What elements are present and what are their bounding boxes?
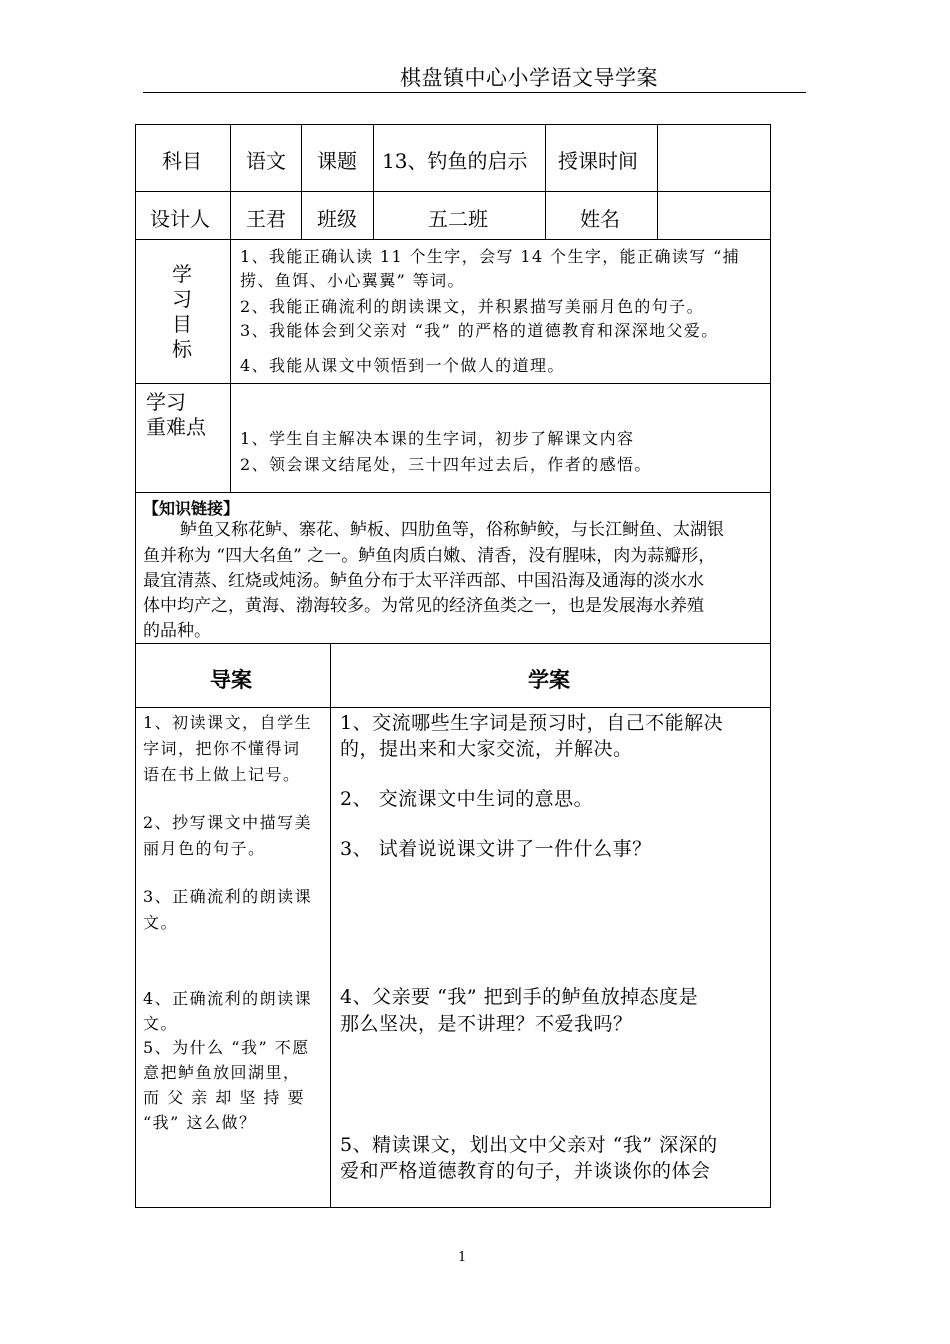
- name-label: 姓名: [580, 207, 620, 231]
- guide-item-line: “我” 这么做？: [143, 1113, 257, 1132]
- col-divider: [330, 643, 331, 1208]
- col-divider: [230, 124, 231, 239]
- goal-line: 4、我能从课文中领悟到一个做人的道理。: [240, 356, 565, 375]
- lesson-label: 课题: [317, 149, 357, 173]
- guide-item-line: 2、抄写课文中描写美: [143, 813, 313, 832]
- goals-label-char: 目: [172, 312, 192, 336]
- knowledge-line: 鱼并称为 “四大名鱼” 之一。鲈鱼肉质白嫩、清香，没有腥味，肉为蒜瓣形，: [143, 546, 716, 566]
- keypoints-label: 重难点: [146, 415, 206, 439]
- guide-item-line: 而 父 亲 却 坚 持 要: [143, 1088, 306, 1107]
- guide-item-line: 意把鲈鱼放回湖里，: [143, 1063, 301, 1082]
- guide-item-line: 4、正确流利的朗读课: [143, 989, 313, 1008]
- subject-label: 科目: [162, 149, 202, 173]
- col-divider: [657, 124, 658, 239]
- guide-item-line: 3、正确流利的朗读课: [143, 887, 313, 906]
- class-label: 班级: [317, 207, 357, 231]
- guide-item-line: 5、为什么 “我” 不愿: [143, 1038, 310, 1057]
- guide-item-line: 丽月色的句子。: [143, 839, 266, 858]
- document-header-title: 棋盘镇中心小学语文导学案: [400, 66, 658, 90]
- goals-label-char: 学: [172, 262, 192, 286]
- knowledge-line: 的品种。: [143, 621, 211, 641]
- row-divider: [135, 643, 771, 644]
- goals-label-char: 标: [172, 337, 192, 361]
- goal-line: 2、我能正确流利的朗读课文，并积累描写美丽月色的句子。: [240, 297, 704, 316]
- guide-item-line: 文。: [143, 913, 179, 932]
- study-item-line: 爱和严格道德教育的句子，并谈谈你的体会: [340, 1160, 711, 1182]
- guide-column-header: 导案: [210, 668, 252, 692]
- knowledge-line: 最宜清蒸、红烧或炖汤。鲈鱼分布于太平洋西部、中国沿海及通海的淡水水: [143, 571, 704, 591]
- study-item-line: 4、父亲要 “我” 把到手的鲈鱼放掉态度是: [340, 986, 699, 1008]
- designer-value: 王君: [246, 207, 286, 231]
- study-column-header: 学案: [528, 668, 570, 692]
- class-value: 五二班: [428, 207, 488, 231]
- header-rule: [143, 92, 806, 93]
- keypoint-line: 1、学生自主解决本课的生字词，初步了解课文内容: [240, 429, 635, 448]
- guide-item-line: 字词，把你不懂得词: [143, 739, 301, 758]
- goal-line: 捞、鱼饵、小心翼翼” 等词。: [240, 271, 465, 290]
- guide-item-line: 语在书上做上记号。: [143, 765, 301, 784]
- row-divider: [135, 492, 771, 493]
- study-item-line: 那么坚决，是不讲理？不爱我吗？: [340, 1013, 633, 1035]
- keypoints-label: 学习: [146, 390, 186, 414]
- goals-label-char: 习: [172, 287, 192, 311]
- col-divider: [230, 239, 231, 492]
- study-item-line: 的，提出来和大家交流，并解决。: [340, 738, 633, 760]
- goal-line: 1、我能正确认读 11 个生字，会写 14 个生字，能正确读写 “捕: [240, 247, 741, 266]
- keypoint-line: 2、领会课文结尾处，三十四年过去后，作者的感悟。: [240, 455, 652, 474]
- study-item-line: 2、 交流课文中生词的意思。: [340, 788, 594, 810]
- row-divider: [135, 707, 771, 708]
- study-item-line: 5、精读课文，划出文中父亲对 “我” 深深的: [340, 1134, 718, 1156]
- study-item-line: 1、交流哪些生字词是预习时，自己不能解决: [340, 712, 724, 734]
- knowledge-line: 体中均产之，黄海、渤海较多。为常见的经济鱼类之一，也是发展海水养殖: [143, 596, 704, 616]
- col-divider: [373, 124, 374, 239]
- col-divider: [301, 124, 302, 239]
- knowledge-line: 鲈鱼又称花鲈、寨花、鲈板、四肋鱼等，俗称鲈鲛，与长江鲥鱼、太湖银: [180, 520, 724, 540]
- lesson-value: 13、钓鱼的启示: [382, 149, 528, 173]
- guide-item-line: 1、初读课文，自学生: [143, 713, 313, 732]
- knowledge-title: 【知识链接】: [143, 499, 240, 518]
- goal-line: 3、我能体会到父亲对 “我” 的严格的道德教育和深深地父爱。: [240, 321, 719, 340]
- time-label: 授课时间: [558, 149, 638, 173]
- subject-value: 语文: [246, 149, 286, 173]
- study-item-line: 3、 试着说说课文讲了一件什么事？: [340, 838, 652, 860]
- guide-item-line: 文。: [143, 1014, 179, 1033]
- page-number: 1: [458, 1250, 467, 1265]
- col-divider: [545, 124, 546, 239]
- designer-label: 设计人: [150, 207, 210, 231]
